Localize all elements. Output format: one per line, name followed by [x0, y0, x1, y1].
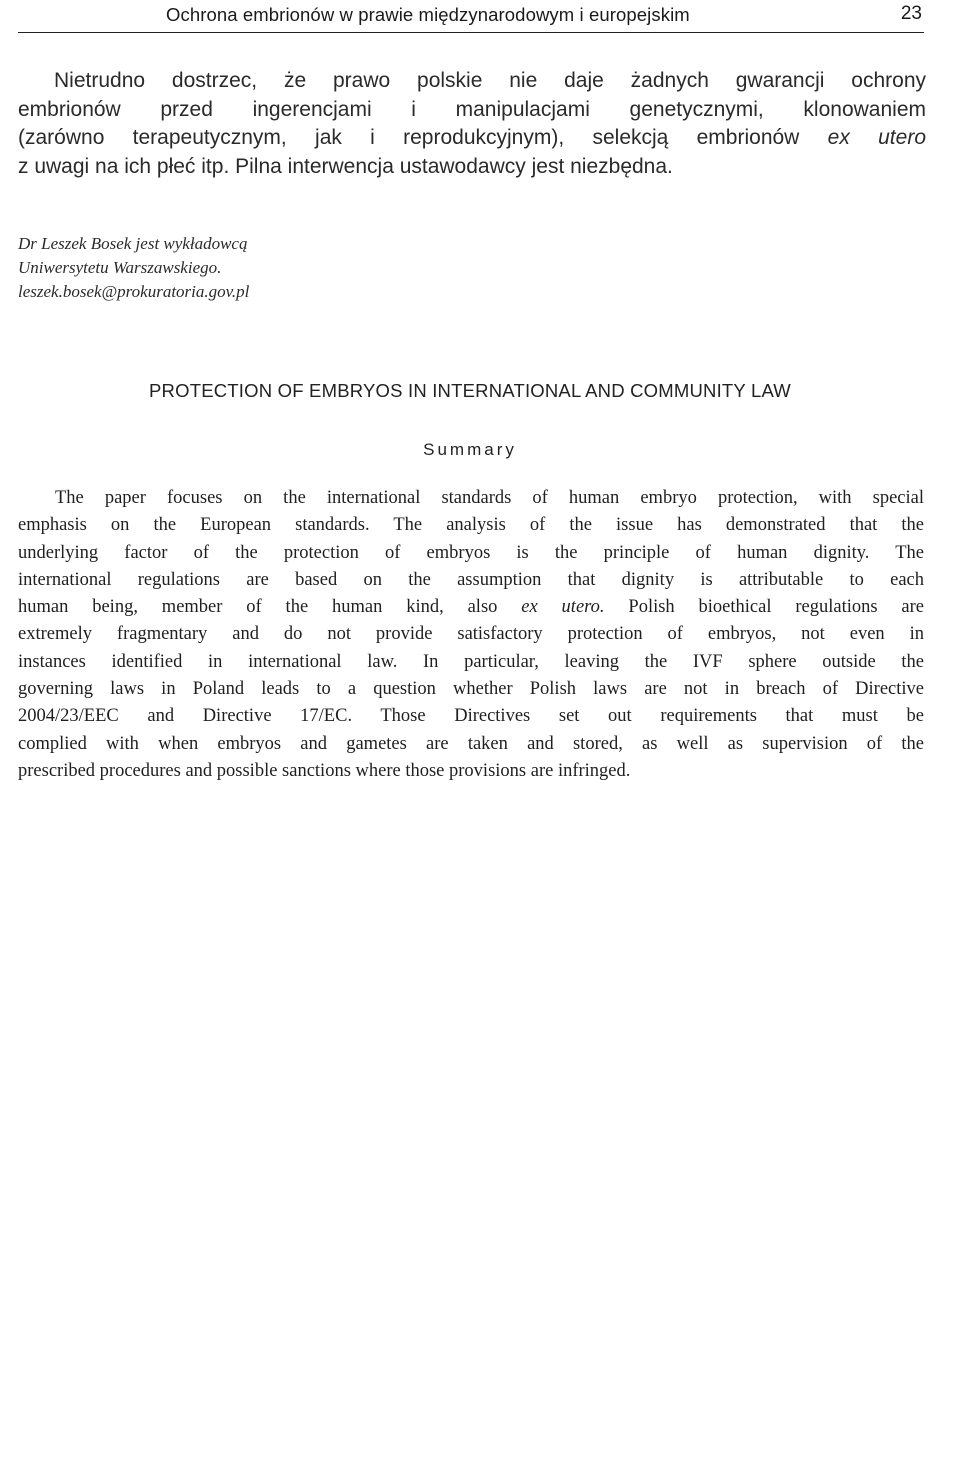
paragraph-line — [18, 124, 926, 153]
summary-line-text: human being, member of the human kind, also — [18, 597, 522, 618]
paragraph-line: Nietrudno dostrzec, że prawo polskie nie daje żadnych gwarancji ochrony — [54, 69, 926, 92]
summary-line: extremely fragmentary and do not provide satisfactory protection of embryos, not even in — [18, 624, 924, 645]
polish-paragraph — [18, 67, 926, 181]
summary-heading: Summary — [423, 440, 517, 459]
summary-line: underlying factor of the protection of embryos is the principle of human dignity. The — [18, 542, 924, 563]
paragraph-line: embrionów przed ingerencjami i manipulacjami genetycznymi, klonowaniem — [18, 97, 926, 121]
summary-line: emphasis on the European standards. The analysis of the issue has demonstrated that the — [18, 515, 924, 536]
summary-line: prescribed procedures and possible sanctions where those provisions are infringed. — [18, 760, 631, 781]
running-title: Ochrona embrionów w prawie międzynarodowym i europejskim — [166, 4, 690, 25]
author-email: leszek.bosek@prokuratoria.gov.pl — [18, 282, 250, 301]
summary-line: international regulations are based on the assumption that dignity is attributable to each — [18, 569, 924, 590]
summary-line: complied with when embryos and gametes are taken and stored, as well as supervision of the — [18, 733, 924, 754]
latin-phrase: ex utero — [827, 126, 926, 149]
summary-line: 2004/23/EEC and Directive 17/EC. Those Directives set out requirements that must be — [18, 706, 924, 727]
author-note — [18, 232, 518, 304]
summary-line: instances identified in international law. In particular, leaving the IVF sphere outside the — [18, 651, 924, 672]
summary-line: The paper focuses on the international standards of human embryo protection, with special — [55, 488, 924, 508]
summary-body — [18, 485, 924, 785]
author-affiliation-line: Uniwersytetu Warszawskiego. — [18, 258, 222, 277]
summary-line — [18, 594, 924, 621]
page-header — [18, 2, 924, 33]
author-affiliation-line: Dr Leszek Bosek jest wykładowcą — [18, 234, 248, 253]
page-number: 23 — [900, 3, 922, 24]
summary-line: governing laws in Poland leads to a question whether Polish laws are not in breach of Directive — [18, 679, 924, 700]
paragraph-line-text: (zarówno terapeutycznym, jak i reprodukcyjnym), selekcją embrionów — [18, 126, 828, 149]
latin-phrase: ex utero. — [521, 597, 605, 618]
summary-line-text: Polish bioethical regulations are — [604, 597, 924, 618]
paragraph-line: z uwagi na ich płeć itp. Pilna interwencja ustawodawcy jest niezbędna. — [18, 154, 673, 178]
summary-title: PROTECTION OF EMBRYOS IN INTERNATIONAL AND COMMUNITY LAW — [149, 380, 791, 401]
